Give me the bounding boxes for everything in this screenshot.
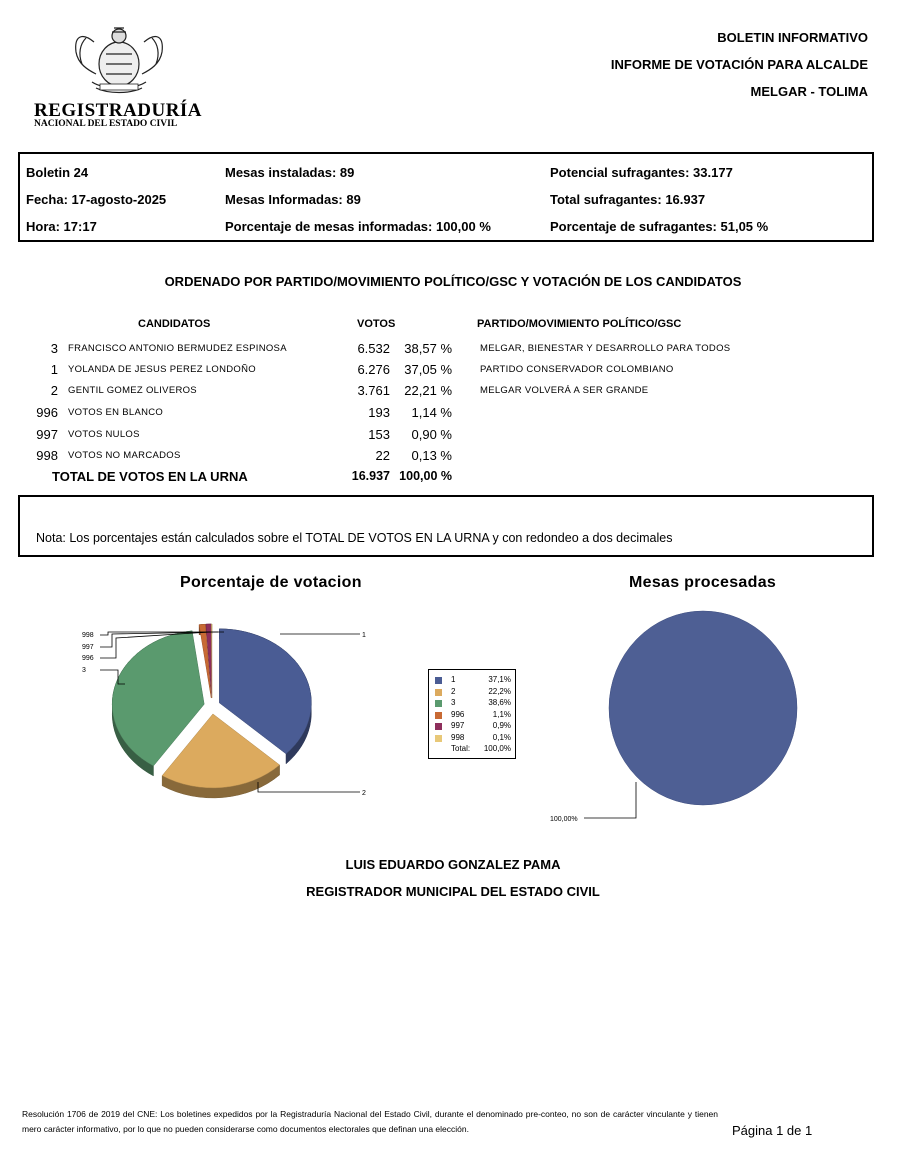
candidate-code: 1 [50, 362, 58, 377]
note-text: Nota: Los porcentajes están calculados sobre el TOTAL DE VOTOS EN LA URNA y con redondeo a dos decimales [36, 531, 673, 545]
legend-value: 0,9% [492, 721, 511, 730]
candidate-votes: 22 [375, 448, 390, 463]
candidate-votes: 6.276 [357, 362, 390, 377]
candidate-pct: 1,14 % [411, 405, 452, 420]
legend-swatch [435, 677, 442, 684]
page-number: Página 1 de 1 [732, 1123, 813, 1138]
col-candidatos: CANDIDATOS [138, 318, 211, 330]
signature-name: LUIS EDUARDO GONZALEZ PAMA [345, 857, 561, 872]
chart-title-votacion: Porcentaje de votacion [180, 574, 362, 591]
candidate-pct: 38,57 % [404, 341, 452, 356]
porcentaje-sufragantes: Porcentaje de sufragantes: 51,05 % [550, 219, 769, 234]
header-title-1: BOLETIN INFORMATIVO [717, 30, 868, 45]
total-sufragantes: Total sufragantes: 16.937 [550, 192, 706, 207]
pie-label-2: 2 [362, 790, 366, 797]
legend-value: 38,6% [488, 698, 511, 707]
legend-swatch [435, 723, 442, 730]
legend-swatch [435, 712, 442, 719]
footer-resolution: Resolución 1706 de 2019 del CNE: Los boletines expedidos por la Registraduría Nacional del Estado Civil, durante el denominado pre-conteo, no son de carácter vinculante y tienen mero carácter informativo, por lo que no pueden considerarse como documentos electorales que definan una elección. [22, 1109, 718, 1134]
leader-line-2 [258, 782, 360, 792]
candidate-votes: 153 [368, 427, 390, 442]
total-votes: 16.937 [351, 469, 390, 483]
legend-value: 0,1% [492, 732, 511, 742]
candidate-pct: 0,13 % [411, 448, 452, 463]
candidate-party: MELGAR VOLVERÁ A SER GRANDE [480, 385, 649, 396]
porcentaje-mesas: Porcentaje de mesas informadas: 100,00 % [225, 219, 491, 234]
legend-value: 1,1% [492, 709, 511, 719]
fecha: Fecha: 17-agosto-2025 [26, 192, 167, 207]
legend-category: 997 [451, 721, 465, 730]
pie-label-mesas: 100,00% [550, 816, 578, 823]
candidate-votes: 6.532 [357, 341, 390, 356]
legend-category: 3 [451, 698, 456, 707]
candidate-votes: 193 [368, 405, 390, 420]
candidate-name: VOTOS EN BLANCO [68, 407, 164, 418]
total-pct: 100,00 % [399, 469, 452, 483]
legend-total-label: Total: [451, 744, 471, 753]
candidate-pct: 37,05 % [404, 362, 452, 377]
candidate-name: VOTOS NO MARCADOS [68, 450, 181, 461]
pie-label-997: 997 [82, 644, 94, 651]
mesas-informadas: Mesas Informadas: 89 [225, 192, 361, 207]
chart-legend [428, 669, 516, 759]
signature-role: REGISTRADOR MUNICIPAL DEL ESTADO CIVIL [306, 884, 600, 899]
legend-category: 1 [451, 675, 456, 684]
section-title: ORDENADO POR PARTIDO/MOVIMIENTO POLÍTICO/GSC Y VOTACIÓN DE LOS CANDIDATOS [164, 274, 742, 289]
candidate-name: YOLANDA DE JESUS PEREZ LONDOÑO [68, 364, 256, 375]
hora: Hora: 17:17 [26, 219, 97, 234]
org-subtitle: NACIONAL DEL ESTADO CIVIL [34, 119, 178, 129]
candidate-name: FRANCISCO ANTONIO BERMUDEZ ESPINOSA [68, 343, 287, 354]
coat-of-arms-icon [34, 24, 204, 100]
candidate-code: 3 [50, 341, 58, 356]
boletin-number: Boletin 24 [26, 165, 89, 180]
legend-total [435, 744, 511, 755]
candidate-code: 996 [36, 405, 58, 420]
mesas-instaladas: Mesas instaladas: 89 [225, 165, 355, 180]
header-title-3: MELGAR - TOLIMA [750, 84, 868, 99]
candidate-code: 997 [36, 427, 58, 442]
legend-swatch [435, 735, 442, 742]
candidate-code: 998 [36, 448, 58, 463]
candidate-name: VOTOS NULOS [68, 429, 140, 440]
legend-item-3 [435, 698, 511, 709]
potencial-sufragantes: Potencial sufragantes: 33.177 [550, 165, 733, 180]
legend-category: 2 [451, 686, 456, 696]
chart-title-mesas: Mesas procesadas [629, 574, 777, 591]
candidate-name: GENTIL GOMEZ OLIVEROS [68, 385, 197, 396]
legend-value: 22,2% [488, 686, 511, 696]
legend-total-value: 100,0% [483, 744, 511, 753]
pie-label-996: 996 [82, 655, 94, 662]
total-label: TOTAL DE VOTOS EN LA URNA [52, 469, 248, 484]
candidate-code: 2 [50, 383, 58, 398]
candidate-votes: 3.761 [357, 383, 390, 398]
col-votos: VOTOS [357, 318, 396, 330]
pie-slice-procesadas [609, 611, 797, 805]
leader-line-mesas [584, 782, 636, 818]
pie-chart-mesas [540, 610, 810, 825]
legend-item-998 [435, 733, 511, 744]
legend-item-1 [435, 675, 511, 686]
note-box [18, 495, 874, 557]
legend-swatch [435, 689, 442, 696]
pie-label-3: 3 [82, 667, 86, 674]
legend-swatch [435, 700, 442, 707]
pie-label-998: 998 [82, 632, 94, 639]
legend-category: 996 [451, 709, 465, 719]
pie-label-1: 1 [362, 632, 366, 639]
candidate-pct: 0,90 % [411, 427, 452, 442]
candidate-pct: 22,21 % [404, 383, 452, 398]
candidate-party: PARTIDO CONSERVADOR COLOMBIANO [480, 364, 674, 375]
legend-item-2 [435, 687, 511, 698]
legend-item-997 [435, 721, 511, 732]
legend-value: 37,1% [488, 675, 511, 684]
candidate-party: MELGAR, BIENESTAR Y DESARROLLO PARA TODOS [480, 343, 731, 354]
col-partido: PARTIDO/MOVIMIENTO POLÍTICO/GSC [477, 318, 682, 330]
legend-category: 998 [451, 732, 465, 742]
header-title-2: INFORME DE VOTACIÓN PARA ALCALDE [610, 57, 868, 72]
pie-chart-votacion [70, 618, 400, 808]
legend-item-996 [435, 710, 511, 721]
org-name: REGISTRADURÍA [34, 100, 203, 121]
